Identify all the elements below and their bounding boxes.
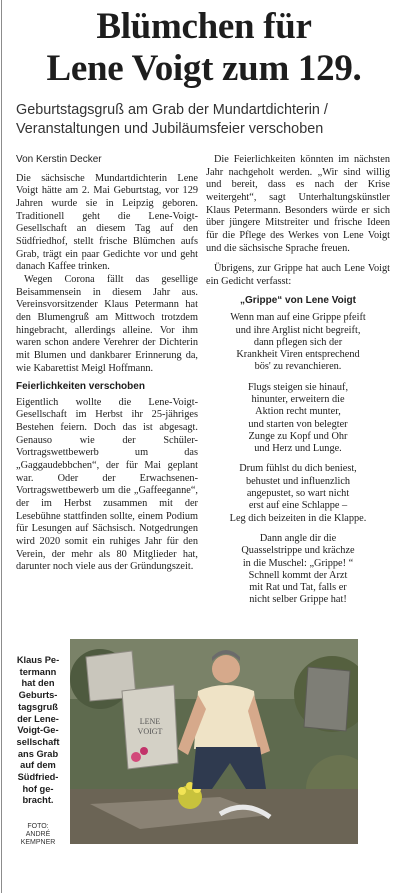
poem-line: und Herz und Lunge.: [254, 443, 342, 455]
poem-line: Flugs steigen sie hinauf,: [247, 381, 349, 393]
caption-line: Südfried-: [17, 772, 59, 783]
credit-line: FOTO:: [27, 823, 49, 830]
caption-line: hof ge-: [22, 783, 54, 794]
subheadline: [16, 101, 396, 139]
paragraph-1: Die sächsische Mundartdichterin Lene Voigt hätte am 2. Mai Geburtstag, vor 129 Jahren wurde sie in Leipzig geboren. Traditionell geht die Lene-Voigt-Gesellschaft an diesem Tag auf den Südfriedhof, stellt frische Blümchen aufs Grab, trägt ein paar Gedichte vor und geht danach Kaffee trinken.: [16, 172, 198, 273]
photo-grave-with-man: [70, 639, 358, 844]
poem-line: angepustet, so wart nicht: [246, 488, 350, 500]
poem-line: mit Rat und Tat, falls er: [249, 582, 347, 594]
credit-line: ANDRÉ: [25, 831, 51, 838]
paragraph-5: Übrigens, zur Grippe hat auch Lene Voigt ein Gedicht verfasst:: [206, 263, 390, 287]
caption-line: hat den: [21, 678, 55, 689]
poem-title: „Grippe“ von Lene Voigt: [240, 294, 356, 306]
caption-line: auf dem: [20, 760, 56, 771]
caption-line: ans Grab: [17, 748, 59, 759]
photo-caption: [8, 655, 68, 807]
article-column-1: [16, 154, 198, 574]
poem-line: Dann angle dir die: [259, 532, 337, 544]
flower: [140, 747, 148, 755]
poem-line: Drum fühlst du dich beniest,: [239, 463, 357, 475]
photo-credit: [8, 823, 68, 847]
page-left-rule: [1, 0, 2, 893]
man-head: [212, 655, 240, 683]
headline-line-1: Blümchen für: [96, 6, 312, 47]
poem-line: Wenn man auf eine Grippe pfeift: [230, 312, 366, 324]
article-column-2: [206, 154, 390, 615]
poem-line: Zunge zu Kopf und Ohr: [248, 430, 348, 442]
poem-line: in die Muschel: „Grippe! “: [242, 557, 354, 569]
photo-illustration: [70, 639, 358, 844]
caption-line: Klaus Pe-: [16, 655, 60, 665]
poem-line: Krankheit Viren entsprechend: [236, 349, 360, 361]
grave-inscription-line: VOIGT: [137, 727, 163, 736]
gravestone-right: [304, 667, 350, 731]
poem-line: und starten von belegter: [248, 418, 348, 430]
poem-line: bös' zu revanchieren.: [254, 361, 342, 373]
poem-line: dann pflegen sich der: [253, 336, 343, 348]
caption-line: der Lene-: [17, 713, 59, 724]
caption-line: bracht.: [22, 795, 54, 806]
poem-line: behustet und influenzlich: [245, 475, 351, 487]
grave-inscription-line: LENE: [139, 717, 161, 726]
caption-line: Voigt-Ge-: [17, 725, 59, 736]
poem-stanza-1: [206, 312, 390, 373]
poem-line: Schnell kommt der Arzt: [248, 569, 348, 581]
credit-line: KEMPNER: [20, 839, 56, 846]
flower: [131, 752, 141, 762]
poem-line: hinunter, erweitern die: [251, 394, 345, 405]
crosshead: Feierlichkeiten verschoben: [16, 381, 145, 393]
headline-line-2: Lene Voigt zum 129.: [46, 48, 362, 89]
caption-line: sellschaft: [16, 736, 60, 747]
poem-line: nicht selber Grippe hat!: [249, 594, 347, 606]
caption-line: termann: [19, 666, 57, 677]
subheadline-line-1: Geburtstagsgruß am Grab der Mundartdichterin /: [16, 102, 328, 118]
poem-line: Aktion recht munter,: [255, 406, 341, 418]
poem-stanza-2: [206, 382, 390, 456]
subheadline-line-2: Veranstaltungen und Jubiläumsfeier verschoben: [16, 121, 324, 137]
poem-stanza-4: [206, 533, 390, 607]
poem-line: Quasselstrippe und krächze: [241, 545, 355, 557]
caption-line: Geburts-: [18, 690, 58, 701]
poem-line: erst auf eine Schlappe –: [248, 500, 348, 512]
flower: [178, 787, 186, 795]
poem-line: Leg dich beizeiten in die Klappe.: [229, 512, 367, 524]
poem-line: und ihre Arglist nicht begreift,: [235, 324, 361, 336]
poem-stanza-3: [206, 463, 390, 524]
paragraph-3: Eigentlich wollte die Lene-Voigt-Gesellschaft im Herbst ihr 25-jähriges Bestehen feiern. Doch das ist abgesagt. Genauso wie der Schüler-Vortragswettbewerb um das „Gaggaudebbchen“, der für Mai geplant war. Oder der Erwachsenen-Vortragswettbewerb um die „Gaffeeganne“, der im Herbst zusammen mit der Lesebühne stattfinden sollte, einem Podium für Lesungen auf Sächsisch. Notgedrungen wird 2020 somit ein ruhiges Jahr für den Verein, der mehr als 80 Mitglieder hat, darunter noch viele aus der Gründungszeit.: [16, 396, 198, 573]
byline: Von Kerstin Decker: [16, 154, 102, 165]
caption-line: tagsgruß: [18, 701, 58, 712]
headline: [8, 6, 400, 90]
paragraph-2: Wegen Corona fällt das gesellige Beisammensein in diesem Jahr aus. Vereinsvorsitzender Klaus Petermann hat den Blumengruß am Mittwoch trotzdem hingebracht, allerdings alleine. Vor ihm waren schon andere Verehrer der Dichterin mit Blumen und dankbarer Erinnerung da, wie Kabarettist Meigl Hoffmann.: [16, 273, 198, 374]
paragraph-4: Die Feierlichkeiten könnten im nächsten Jahr nachgeholt werden. „Wir sind willig und bereit, dass es nach der Krise weitergeht“, sagt Unterhaltungskünstler Klaus Petermann. Besonders würde er sich über jüngere Mitstreiter und frische Ideen für die Pflege des Werkes von Lene Voigt und die sächsische Sprache freuen.: [206, 154, 390, 254]
